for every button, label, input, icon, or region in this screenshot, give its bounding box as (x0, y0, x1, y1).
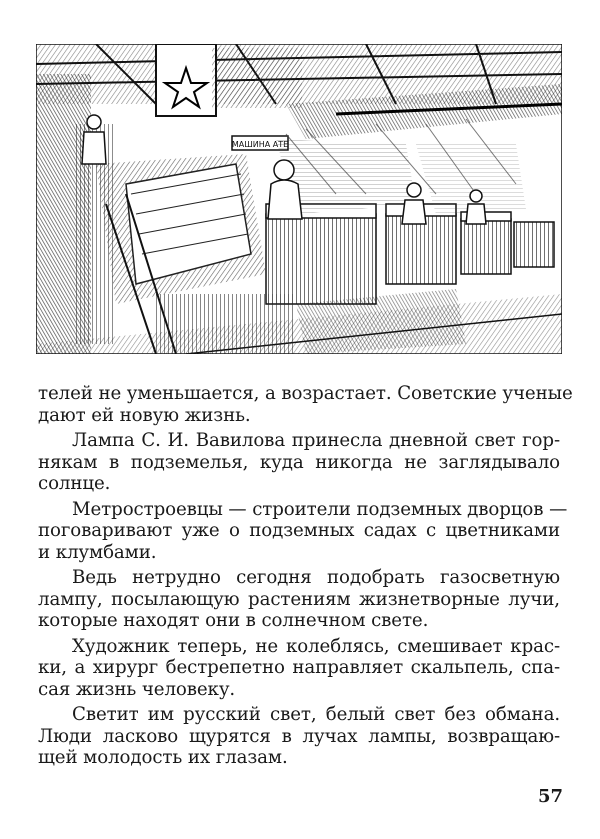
text-line: и клумбами. (38, 541, 157, 563)
svg-text:МАШИНА АТЕ: МАШИНА АТЕ (231, 140, 289, 149)
text-line: Лампа С. И. Вавилова принесла дневной свет гор- (72, 430, 560, 451)
text-line: Светит им русский свет, белый свет без обмана. (72, 704, 560, 725)
text-line: ки, а хирург бестрепетно направляет скальпель, спа- (38, 657, 560, 678)
paragraph-2 (38, 430, 560, 495)
page-number: 57 (538, 786, 564, 807)
text-line: Метростроевцы — строители подземных дворцов — (72, 498, 568, 520)
text-line: которые находят они в солнечном свете. (38, 610, 429, 631)
paragraph-4 (38, 567, 560, 632)
text-line: Художник теперь, не колеблясь, смешивает крас- (72, 635, 560, 657)
body-text (38, 383, 573, 769)
star-sign (156, 44, 302, 116)
paragraph-1 (38, 383, 573, 426)
text-line: щей молодость их глазам. (38, 747, 288, 768)
text-line: дают ей новую жизнь. (38, 404, 251, 426)
text-line: солнце. (38, 473, 111, 494)
paragraph-5 (38, 636, 560, 701)
text-line: телей не уменьшается, а возрастает. Советские ученые (38, 383, 573, 404)
text-line: някам в подземелья, куда никогда не заглядывало (38, 451, 560, 473)
text-line: поговаривают уже о подземных садах с цветниками (38, 520, 560, 541)
text-line: сая жизнь человеку. (38, 678, 236, 700)
paragraph-6 (38, 704, 560, 769)
factory-illustration (36, 44, 562, 354)
paragraph-3 (38, 498, 568, 564)
text-line: Люди ласково щурятся в лучах лампы, возвращаю- (38, 725, 560, 747)
text-line: лампу, посылающую растениям жизнетворные лучи, (38, 588, 560, 610)
text-line: Ведь нетрудно сегодня подобрать газосветную (72, 567, 560, 588)
